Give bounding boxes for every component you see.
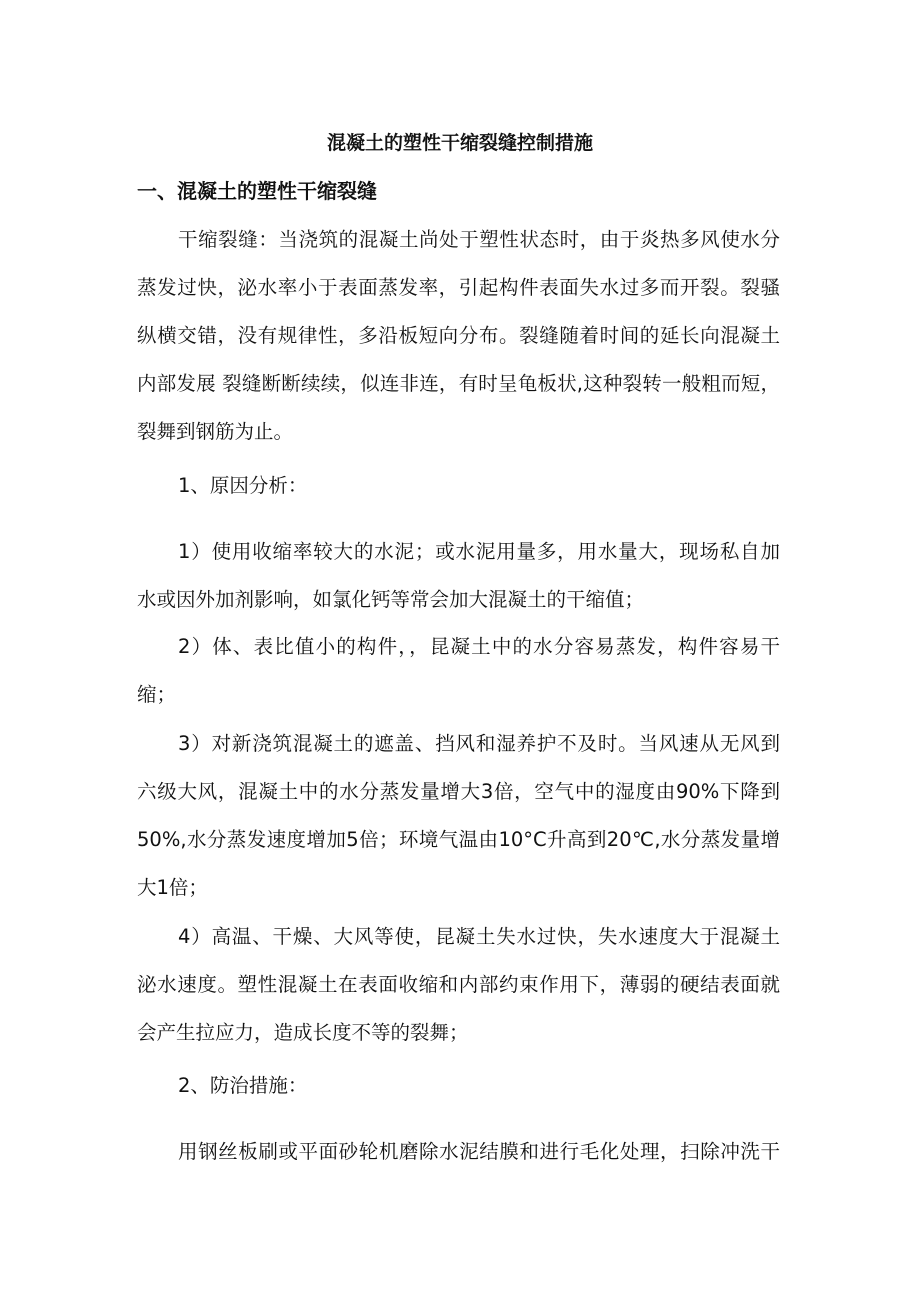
intro-line: 裂舞到钢筋为止。	[137, 420, 294, 443]
cause-heading: 1、原因分析：	[178, 474, 308, 497]
cause-4-line: 会产生拉应力，造成长度不等的裂舞；	[137, 1021, 469, 1044]
cause-2-line: 2）体、表比值小的构件，，昆凝土中的水分容易蒸发，构件容易干	[178, 635, 780, 658]
prevention-heading: 2、防治措施：	[178, 1074, 308, 1097]
cause-4-line: 泌水速度。塑性混凝土在表面收缩和内部约束作用下，薄弱的硬结表面就	[137, 973, 780, 996]
intro-line: 内部发展 裂缝断断续续，似连非连，有时呈龟板状,这种裂转一般粗而短，	[137, 372, 780, 395]
cause-2-line: 缩；	[137, 683, 177, 706]
section-heading: 一、混凝土的塑性干缩裂缝	[137, 179, 377, 203]
intro-line: 干缩裂缝：当浇筑的混凝土尚处于塑性状态时，由于炎热多风使水分	[178, 228, 780, 251]
cause-1-line: 水或因外加剂影响，如氯化钙等常会加大混凝土的干缩值；	[137, 588, 645, 611]
intro-line: 蒸发过快，泌水率小于表面蒸发率，引起构件表面失水过多而开裂。裂骚	[137, 276, 780, 299]
intro-line: 纵横交错，没有规律性，多沿板短向分布。裂缝随着时间的延长向混凝土	[137, 324, 780, 347]
cause-1-line: 1）使用收缩率较大的水泥；或水泥用量多，用水量大，现场私自加	[178, 540, 780, 563]
document-title: 混凝土的塑性干缩裂缝控制措施	[326, 132, 593, 154]
cause-4-line: 4）高温、干燥、大风等使，昆凝土失水过快，失水速度大于混凝土	[178, 925, 780, 948]
cause-3-line: 50%,水分蒸发速度增加5倍；环境气温由10°C升高到20℃,水分蒸发量增	[137, 828, 780, 851]
cause-3-line: 3）对新浇筑混凝土的遮盖、挡风和湿养护不及时。当风速从无风到	[178, 732, 780, 755]
cause-3-line: 六级大风，混凝土中的水分蒸发量增大3倍，空气中的湿度由90%下降到	[137, 780, 780, 803]
cause-3-line: 大1倍；	[137, 876, 208, 899]
prevention-line: 用钢丝板刷或平面砂轮机磨除水泥结膜和进行毛化处理，扫除冲洗干	[178, 1140, 780, 1163]
